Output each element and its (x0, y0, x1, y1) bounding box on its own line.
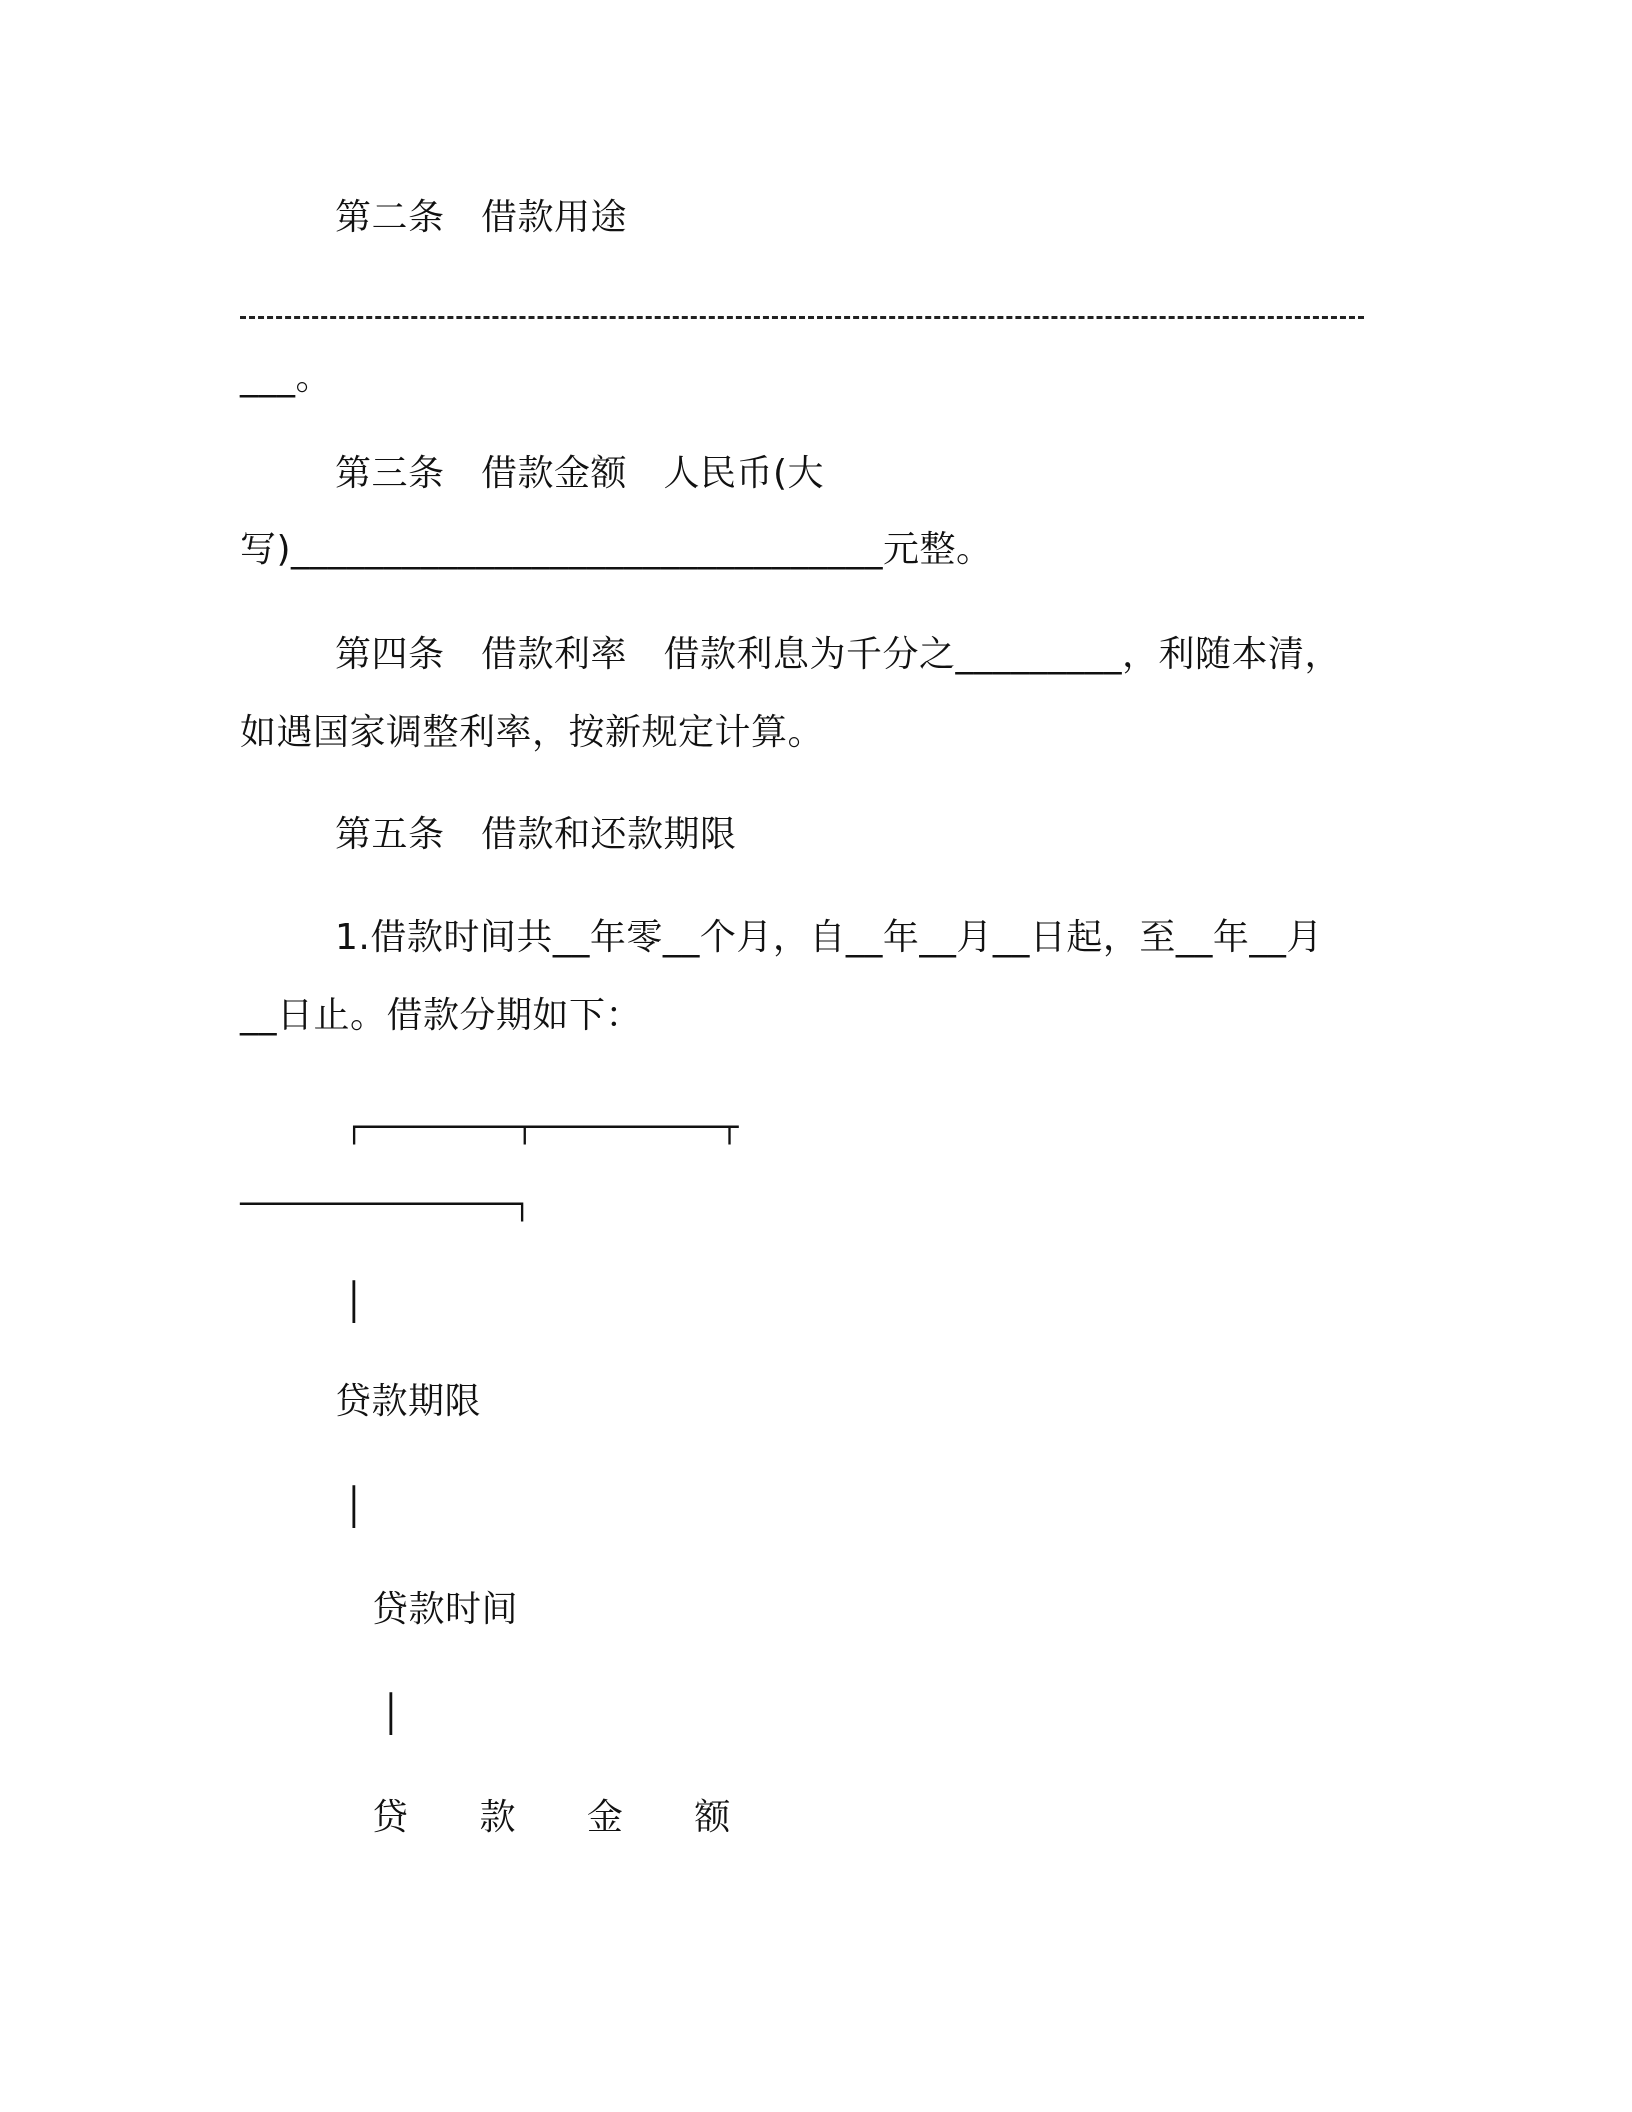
table-vertical-bar-2: │ (343, 1487, 366, 1528)
table-col-header-loan-time: 贷款时间 (372, 1589, 519, 1630)
table-vertical-bar-3: │ (380, 1694, 403, 1735)
article-4-line-1: 第四条 借款利率 借款利息为千分之_________，利随本清， (335, 634, 1342, 675)
article-2-heading: 第二条 借款用途 (335, 197, 628, 238)
table-top-border-1: ┌─────────┬───────────┬ (345, 1110, 738, 1145)
table-col-header-loan-amount: 贷 款 金 额 (372, 1797, 761, 1838)
purpose-blank-line (240, 316, 1364, 319)
table-vertical-bar-1: │ (343, 1282, 366, 1323)
table-top-border-2: ────────────────┐ (240, 1187, 531, 1222)
purpose-blank-end: ___。 (240, 357, 333, 398)
article-4-line-2: 如遇国家调整利率，按新规定计算。 (240, 712, 825, 753)
article-5-item-1-line-2: __日止。借款分期如下： (240, 995, 643, 1036)
article-5-heading: 第五条 借款和还款期限 (335, 814, 737, 855)
table-col-header-loan-term: 贷款期限 (335, 1381, 482, 1422)
article-3-line-2: 写)________________________________元整。 (240, 529, 993, 570)
article-3-line-1: 第三条 借款金额 人民币(大 (335, 453, 825, 494)
article-5-item-1-line-1: 1.借款时间共__年零__个月，自__年__月__日起，至__年__月 (335, 917, 1323, 958)
